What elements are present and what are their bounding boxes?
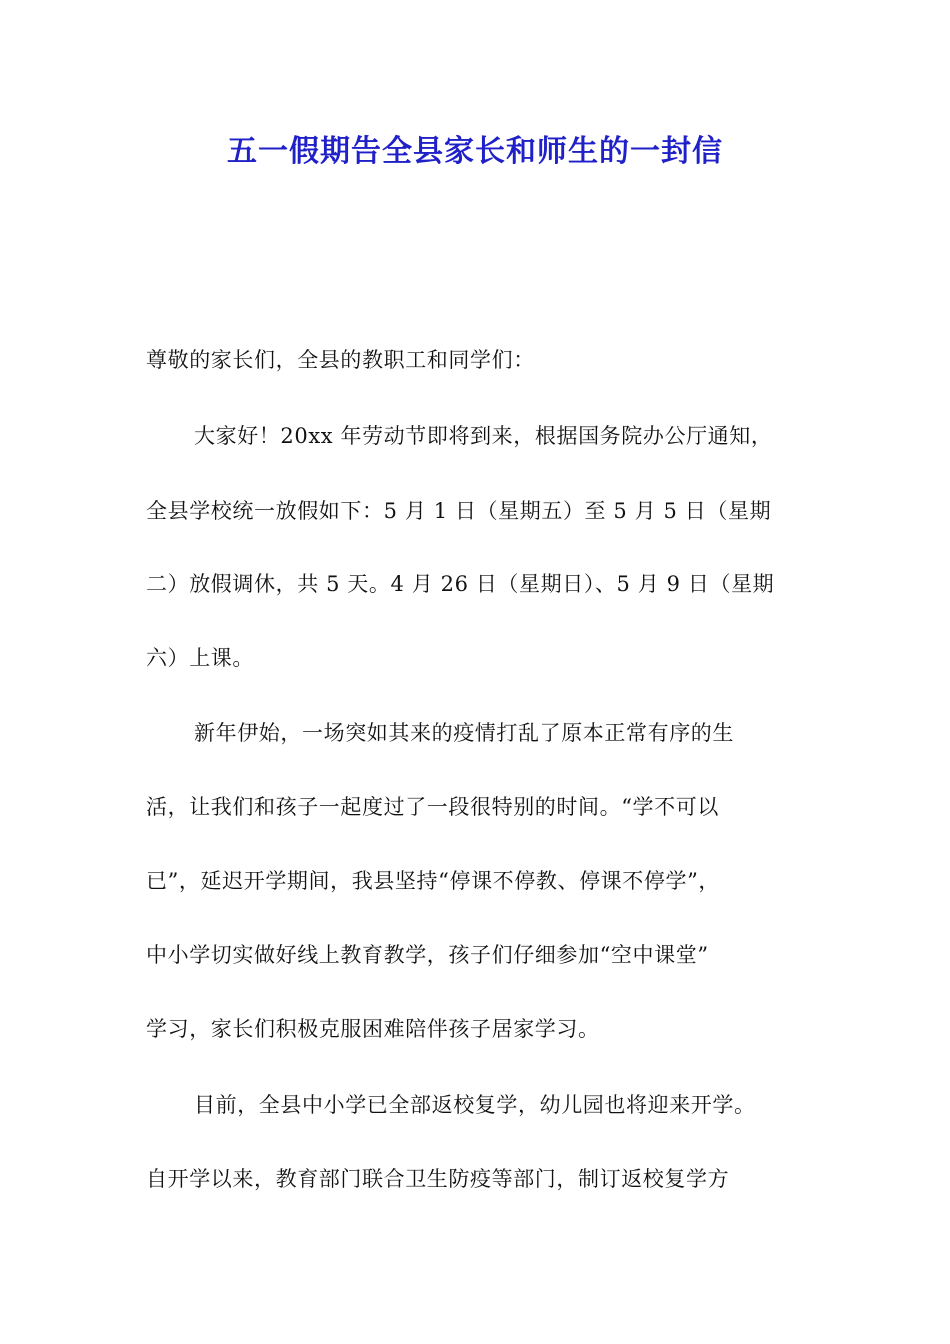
paragraph-3-line-2: 自开学以来，教育部门联合卫生防疫等部门，制订返校复学方 [146,1167,730,1191]
paragraph-2-line-1: 新年伊始，一场突如其来的疫情打乱了原本正常有序的生 [194,721,734,745]
paragraph-1-line-4: 六）上课。 [146,646,254,670]
paragraph-1-line-2: 全县学校统一放假如下：5 月 1 日（星期五）至 5 月 5 日（星期 [146,499,772,523]
paragraph-3-line-1: 目前，全县中小学已全部返校复学，幼儿园也将迎来开学。 [194,1093,756,1117]
paragraph-2-line-2: 活，让我们和孩子一起度过了一段很特别的时间。“学不可以 [146,795,719,819]
document-title: 五一假期告全县家长和师生的一封信 [227,134,723,169]
paragraph-2-line-4: 中小学切实做好线上教育教学，孩子们仔细参加“空中课堂” [146,943,709,967]
paragraph-1-line-3: 二）放假调休，共 5 天。4 月 26 日（星期日）、5 月 9 日（星期 [146,572,775,596]
paragraph-2-line-3: 已”，延迟开学期间，我县坚持“停课不停教、停课不停学”， [146,869,721,893]
salutation-line: 尊敬的家长们，全县的教职工和同学们： [146,348,535,372]
paragraph-2-line-5: 学习，家长们积极克服困难陪伴孩子居家学习。 [146,1017,600,1041]
paragraph-1-line-1: 大家好！20xx 年劳动节即将到来，根据国务院办公厅通知， [194,424,773,448]
